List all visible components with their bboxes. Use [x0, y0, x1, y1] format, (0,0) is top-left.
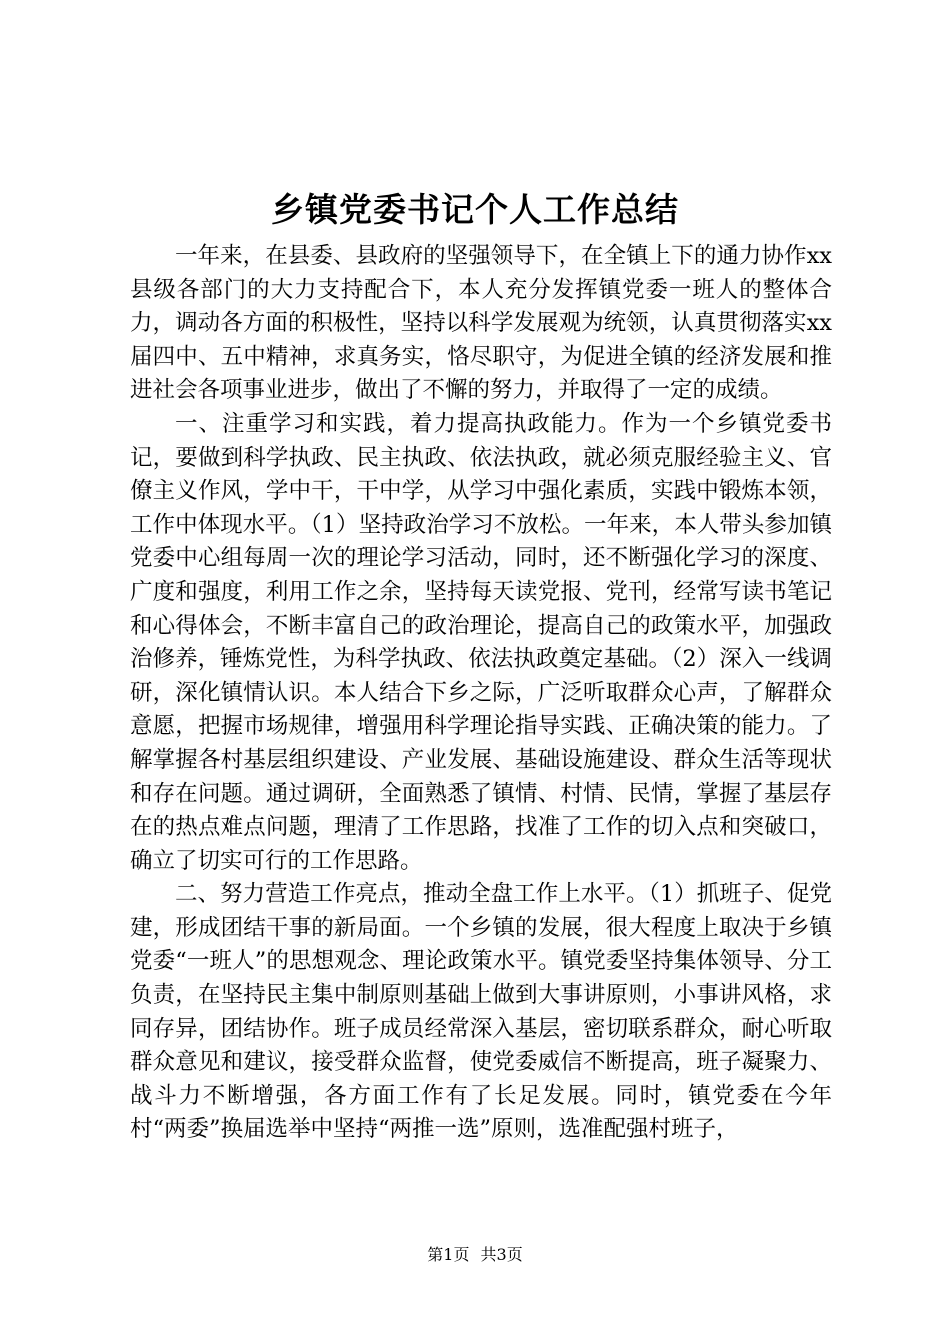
page-number: 第1页: [427, 1245, 470, 1264]
paragraph-intro: 一年来，在县委、县政府的坚强领导下，在全镇上下的通力协作xx县级各部门的大力支持配合下，本人充分发挥镇党委一班人的整体合力，调动各方面的积极性，坚持以科学发展观为统领，认真贯彻落实xx届四中、五中精神，求真务实，恪尽职守，为促进全镇的经济发展和推进社会各项事业进步，做出了不懈的努力，并取得了一定的成绩。: [130, 243, 832, 404]
document-body: [130, 240, 832, 1147]
document-title: 乡镇党委书记个人工作总结: [271, 190, 679, 229]
page-footer: [0, 1244, 950, 1266]
paragraph-section-2: 二、努力营造工作亮点，推动全盘工作上水平。（1）抓班子、促党建，形成团结干事的新局面。一个乡镇的发展，很大程度上取决于乡镇党委“一班人”的思想观念、理论政策水平。镇党委坚持集体领导、分工负责，在坚持民主集中制原则基础上做到大事讲原则，小事讲风格，求同存异，团结协作。班子成员经常深入基层，密切联系群众，耐心听取群众意见和建议，接受群众监督，使党委威信不断提高，班子凝聚力、战斗力不断增强，各方面工作有了长足发展。同时，镇党委在今年村“两委”换届选举中坚持“两推一选”原则，选准配强村班子，: [130, 881, 832, 1143]
paragraph-section-1: 一、注重学习和实践，着力提高执政能力。作为一个乡镇党委书记，要做到科学执政、民主执政、依法执政，就必须克服经验主义、官僚主义作风，学中干，干中学，从学习中强化素质，实践中锻炼本领，工作中体现水平。（1）坚持政治学习不放松。一年来，本人带头参加镇党委中心组每周一次的理论学习活动，同时，还不断强化学习的深度、广度和强度，利用工作之余，坚持每天读党报、党刊，经常写读书笔记和心得体会，不断丰富自己的政治理论，提高自己的政策水平，加强政治修养，锤炼党性，为科学执政、依法执政奠定基础。（2）深入一线调研，深化镇情认识。本人结合下乡之际，广泛听取群众心声，了解群众意愿，把握市场规律，增强用科学理论指导实践、正确决策的能力。了解掌握各村基层组织建设、产业发展、基础设施建设、群众生活等现状和存在问题。通过调研，全面熟悉了镇情、村情、民情，掌握了基层存在的热点难点问题，理清了工作思路，找准了工作的切入点和突破口，确立了切实可行的工作思路。: [130, 410, 832, 874]
page-total: 共3页: [480, 1245, 523, 1264]
